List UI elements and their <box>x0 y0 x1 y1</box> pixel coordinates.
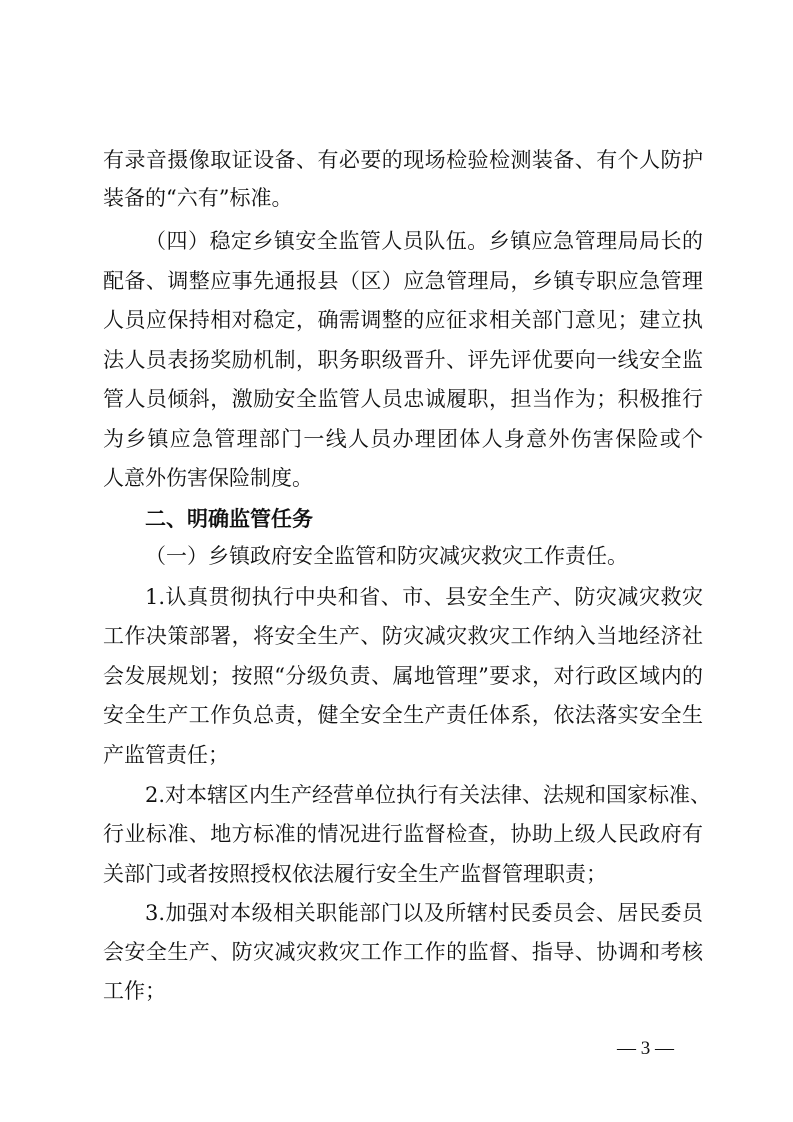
body-text-line: 法人员表扬奖励机制，职务职级晋升、评先评优要向一线安全监 <box>103 348 703 372</box>
body-text-line: 工作； <box>103 979 166 1003</box>
body-text-line: 会发展规划；按照“分级负责、属地管理”要求，对行政区域内的 <box>103 664 703 688</box>
body-text-line: 人意外伤害保险制度。 <box>103 466 313 490</box>
body-text-line: 有录音摄像取证设备、有必要的现场检验检测装备、有个人防护 <box>103 148 703 172</box>
page-number: — 3 — <box>617 1038 674 1059</box>
body-text-line: 配备、调整应事先通报县（区）应急管理局，乡镇专职应急管理 <box>103 269 703 293</box>
body-text-line: 安全生产工作负总责，健全安全生产责任体系，依法落实安全生 <box>103 703 703 727</box>
section-heading: 二、明确监管任务 <box>145 507 313 531</box>
body-text-line: 管人员倾斜，激励安全监管人员忠诚履职，担当作为；积极推行 <box>103 387 703 411</box>
body-text-line: 工作决策部署，将安全生产、防灾减灾救灾工作纳入当地经济社 <box>103 624 703 648</box>
body-text-line: 行业标准、地方标准的情况进行监督检查，协助上级人民政府有 <box>103 822 703 846</box>
body-text-line: 产监管责任； <box>103 743 229 767</box>
body-text-line: 会安全生产、防灾减灾救灾工作工作的监督、指导、协调和考核 <box>103 940 703 964</box>
body-text-line: 关部门或者按照授权依法履行安全生产监督管理职责； <box>103 862 607 886</box>
body-text-line: 为乡镇应急管理部门一线人员办理团体人身意外伤害保险或个 <box>103 427 703 451</box>
subsection-heading-line: （一）乡镇政府安全监管和防灾减灾救灾工作责任。 <box>145 544 628 568</box>
list-item-line: 1.认真贯彻执行中央和省、市、县安全生产、防灾减灾救灾 <box>145 585 703 609</box>
body-text-line: 人员应保持相对稳定，确需调整的应征求相关部门意见；建立执 <box>103 308 703 332</box>
list-item-line: 3.加强对本级相关职能部门以及所辖村民委员会、居民委员 <box>145 901 703 925</box>
list-item-line: 2.对本辖区内生产经营单位执行有关法律、法规和国家标准、 <box>145 783 712 807</box>
subsection-heading-line: （四）稳定乡镇安全监管人员队伍。乡镇应急管理局局长的 <box>145 229 703 253</box>
body-text-line: 装备的“六有”标准。 <box>103 186 293 210</box>
